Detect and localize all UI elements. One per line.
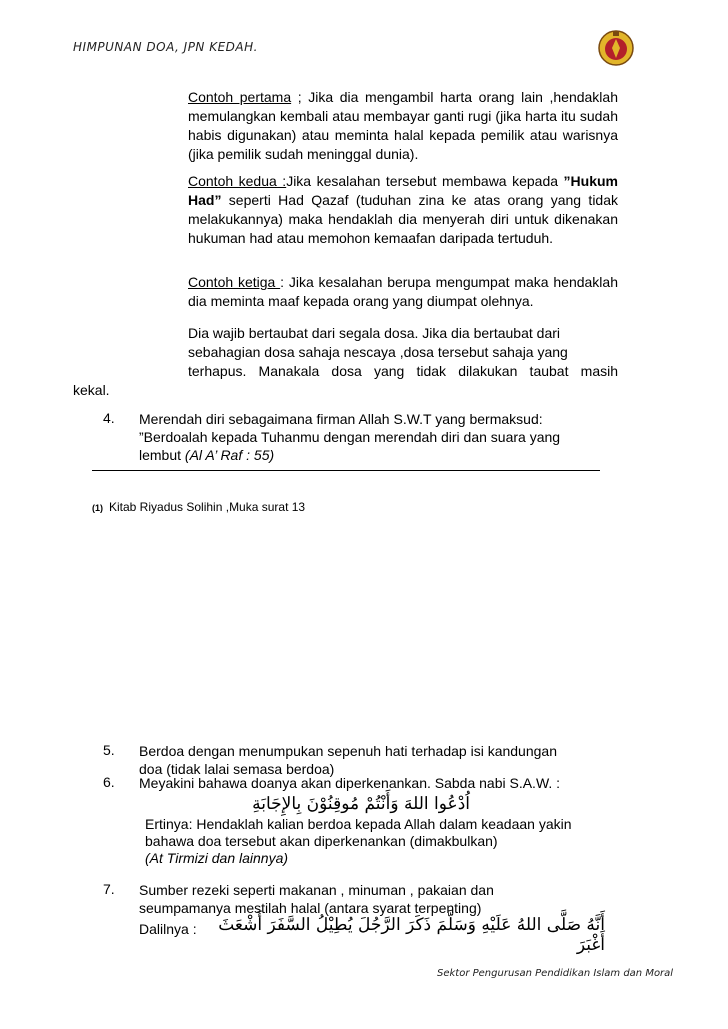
footnote-text: Kitab Riyadus Solihin ,Muka surat 13 [109, 500, 306, 514]
footnote-divider [92, 470, 600, 471]
item4-line3-text: lembut [139, 447, 185, 463]
taubat-line1: Dia wajib bertaubat dari segala dosa. Jika dia bertaubat dari [188, 325, 561, 341]
item6-erti2: bahawa doa tersebut akan diperkenankan (dimakbulkan) [145, 833, 498, 849]
item7-line2: seumpamanya mestilah halal (antara syarat terpenting) [139, 900, 482, 916]
item6-erti1: Ertinya: Hendaklah kalian berdoa kepada Allah dalam keadaan yakin [145, 816, 572, 832]
footnote-marker: (1) [92, 503, 103, 513]
item4-line2: ”Berdoalah kepada Tuhanmu dengan merendah diri dan suara yang [139, 429, 561, 445]
taubat-line3: terhapus. Manakala dosa yang tidak dilakukan taubat masih [188, 363, 618, 379]
item6-ref: (At Tirmizi dan lainnya) [145, 850, 289, 866]
item5-line2: doa (tidak lalai semasa berdoa) [139, 761, 335, 777]
footnote [92, 500, 305, 514]
item4-line3 [139, 446, 274, 464]
contoh-pertama-text: ; Jika dia mengambil harta orang lain ,hendaklah memulangkan kembali atau membayar ganti rugi (jika harta itu sudah habis digunakan) atau meminta halal kepada pemilik atau warisnya (jika pemilik sudah meninggal dunia). [188, 89, 618, 162]
contoh-pertama [188, 88, 618, 164]
contoh-ketiga-label: Contoh ketiga [188, 274, 281, 290]
item5-number: 5. [103, 742, 115, 758]
item5-line1: Berdoa dengan menumpukan sepenuh hati terhadap isi kandungan [139, 743, 557, 759]
contoh-ketiga-text: : Jika kesalahan berupa mengumpat maka hendaklah dia meminta maaf kepada orang yang diumpat olehnya. [188, 274, 618, 309]
contoh-ketiga [188, 273, 618, 311]
taubat-line2: sebahagian dosa sahaja nescaya ,dosa tersebut sahaja yang [188, 344, 568, 360]
contoh-kedua [188, 172, 618, 248]
page-footer: Sektor Pengurusan Pendidikan Islam dan Moral [437, 968, 674, 979]
contoh-kedua-text-a: Jika kesalahan tersebut membawa kepada [286, 173, 564, 189]
contoh-pertama-label: Contoh pertama [188, 89, 292, 105]
hukum-had: ”Hukum Had” [188, 173, 618, 208]
item6-number: 6. [103, 774, 115, 790]
emblem-logo [596, 28, 636, 68]
page-header: HIMPUNAN DOA, JPN KEDAH. [73, 40, 258, 54]
item6-arabic: اُدْعُوا اللهَ وَأَنْتُمْ مُوقِنُوْنَ بِالإِجَابَةِ [252, 794, 470, 814]
item7-line1: Sumber rezeki seperti makanan , minuman , pakaian dan [139, 882, 494, 898]
item7-number: 7. [103, 881, 115, 897]
item7-dalil: Dalilnya : [139, 921, 197, 937]
taubat-line4: kekal. [73, 382, 110, 398]
item7-arabic: أَنَّهُ صَلَّى اللهُ عَلَيْهِ وَسَلَّمَ ذَكَرَ الرَّجُلَ يُطِيْلُ السَّفَرَ أَشْعَثَ أَغْبَرَ [218, 915, 605, 955]
item4-line1: Merendah diri sebagaimana firman Allah S.W.T yang bermaksud: [139, 411, 543, 427]
item6-line1: Meyakini bahawa doanya akan diperkenankan. Sabda nabi S.A.W. : [139, 775, 561, 791]
contoh-kedua-text-b: seperti Had Qazaf (tuduhan zina ke atas orang yang tidak melakukannya) maka hendaklah dia menyerah diri untuk dikenakan hukuman had atau memohon kemaafan daripada tertuduh. [188, 192, 618, 246]
item4-number: 4. [103, 410, 115, 426]
contoh-kedua-label: Contoh kedua : [188, 173, 287, 189]
item4-ref: (Al A’ Raf : 55) [184, 447, 275, 463]
